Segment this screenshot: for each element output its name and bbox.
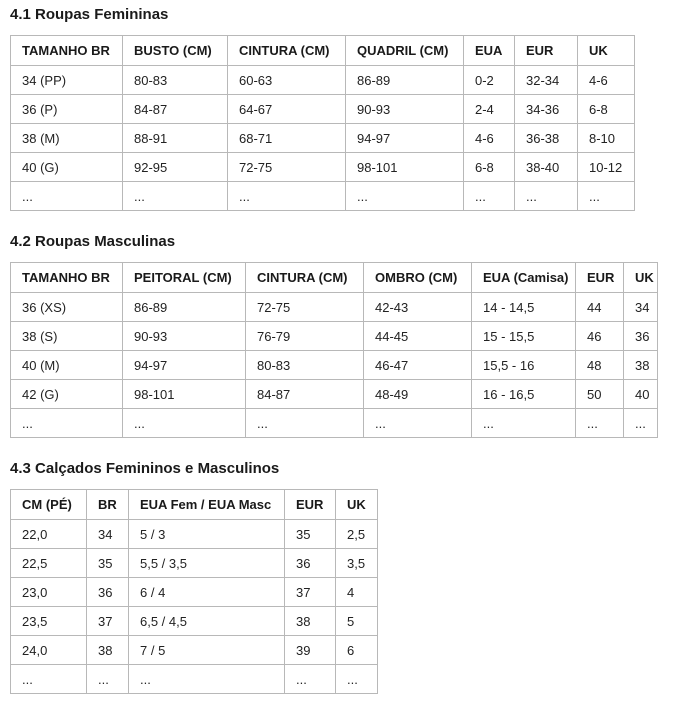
table-cell: 46-47	[364, 351, 472, 380]
table-cell: 34-36	[515, 95, 578, 124]
table-cell: ...	[285, 665, 336, 694]
column-header: EUR	[285, 490, 336, 520]
table-cell: 15 - 15,5	[472, 322, 576, 351]
table-cell: 80-83	[123, 66, 228, 95]
table-cell: ...	[123, 182, 228, 211]
table-cell: 34	[624, 293, 658, 322]
table-cell: 35	[285, 520, 336, 549]
table-cell: 88-91	[123, 124, 228, 153]
table-header-row	[11, 36, 635, 66]
column-header: EUA	[464, 36, 515, 66]
table-header-row	[11, 263, 658, 293]
table-cell: 72-75	[246, 293, 364, 322]
table-cell: 3,5	[336, 549, 378, 578]
table-cell: 98-101	[123, 380, 246, 409]
table-cell: 42-43	[364, 293, 472, 322]
table-cell: 23,5	[11, 607, 87, 636]
table-cell: 23,0	[11, 578, 87, 607]
size-table-roupas-femininas	[10, 35, 635, 211]
table-cell: 86-89	[346, 66, 464, 95]
table-row	[11, 153, 635, 182]
table-cell: 16 - 16,5	[472, 380, 576, 409]
table-row	[11, 665, 378, 694]
section-title-roupas-masculinas: 4.2 Roupas Masculinas	[10, 233, 176, 250]
table-cell: 36 (P)	[11, 95, 123, 124]
table-row	[11, 380, 658, 409]
table-cell: 36-38	[515, 124, 578, 153]
column-header: EUA Fem / EUA Masc	[129, 490, 285, 520]
table-cell: 38	[87, 636, 129, 665]
table-cell: ...	[129, 665, 285, 694]
table-cell: ...	[578, 182, 635, 211]
table-row	[11, 124, 635, 153]
table-cell: 4-6	[464, 124, 515, 153]
table-row	[11, 607, 378, 636]
table-cell: 37	[87, 607, 129, 636]
table-cell: 32-34	[515, 66, 578, 95]
section-title-calcados: 4.3 Calçados Femininos e Masculinos	[10, 460, 280, 477]
table-cell: 35	[87, 549, 129, 578]
table-cell: 6 / 4	[129, 578, 285, 607]
table-cell: 5	[336, 607, 378, 636]
column-header: TAMANHO BR	[11, 36, 123, 66]
table-cell: 36	[285, 549, 336, 578]
column-header: UK	[624, 263, 658, 293]
table-cell: 22,5	[11, 549, 87, 578]
column-header: OMBRO (CM)	[364, 263, 472, 293]
table-cell: 80-83	[246, 351, 364, 380]
table-cell: 5,5 / 3,5	[129, 549, 285, 578]
size-table-calcados	[10, 489, 378, 694]
table-cell: 48	[576, 351, 624, 380]
column-header: PEITORAL (CM)	[123, 263, 246, 293]
table-row	[11, 578, 378, 607]
table-cell: 14 - 14,5	[472, 293, 576, 322]
table-cell: 36 (XS)	[11, 293, 123, 322]
table-cell: ...	[87, 665, 129, 694]
column-header: CINTURA (CM)	[246, 263, 364, 293]
table-row	[11, 95, 635, 124]
table-cell: 90-93	[346, 95, 464, 124]
table-cell: 6-8	[464, 153, 515, 182]
table-cell: 38	[624, 351, 658, 380]
table-cell: 15,5 - 16	[472, 351, 576, 380]
table-cell: 5 / 3	[129, 520, 285, 549]
table-cell: ...	[624, 409, 658, 438]
table-row	[11, 520, 378, 549]
table-cell: 37	[285, 578, 336, 607]
table-cell: 36	[624, 322, 658, 351]
table-cell: 6-8	[578, 95, 635, 124]
table-cell: 34 (PP)	[11, 66, 123, 95]
table-row	[11, 322, 658, 351]
table-cell: 40 (G)	[11, 153, 123, 182]
table-cell: 39	[285, 636, 336, 665]
column-header: BUSTO (CM)	[123, 36, 228, 66]
size-table-roupas-masculinas	[10, 262, 658, 438]
table-cell: 72-75	[228, 153, 346, 182]
table-cell: 40 (M)	[11, 351, 123, 380]
table-cell: 22,0	[11, 520, 87, 549]
table-cell: 64-67	[228, 95, 346, 124]
column-header: CM (PÉ)	[11, 490, 87, 520]
column-header: BR	[87, 490, 129, 520]
table-cell: 0-2	[464, 66, 515, 95]
table-row	[11, 351, 658, 380]
table-cell: ...	[228, 182, 346, 211]
column-header: EUR	[576, 263, 624, 293]
column-header: EUA (Camisa)	[472, 263, 576, 293]
table-cell: 68-71	[228, 124, 346, 153]
table-cell: 36	[87, 578, 129, 607]
table-cell: 40	[624, 380, 658, 409]
table-cell: ...	[336, 665, 378, 694]
table-cell: 44	[576, 293, 624, 322]
table-row	[11, 636, 378, 665]
table-cell: 50	[576, 380, 624, 409]
table-cell: ...	[123, 409, 246, 438]
table-cell: 94-97	[123, 351, 246, 380]
table-cell: 46	[576, 322, 624, 351]
table-cell: ...	[11, 665, 87, 694]
table-cell: 2-4	[464, 95, 515, 124]
table-cell: 84-87	[246, 380, 364, 409]
table-row	[11, 549, 378, 578]
table-cell: 24,0	[11, 636, 87, 665]
table-cell: ...	[515, 182, 578, 211]
table-cell: ...	[246, 409, 364, 438]
section-title-roupas-femininas: 4.1 Roupas Femininas	[10, 6, 169, 23]
table-row	[11, 293, 658, 322]
column-header: UK	[336, 490, 378, 520]
table-cell: 76-79	[246, 322, 364, 351]
table-cell: 38 (S)	[11, 322, 123, 351]
table-cell: ...	[472, 409, 576, 438]
table-cell: 6	[336, 636, 378, 665]
column-header: UK	[578, 36, 635, 66]
table-cell: 4-6	[578, 66, 635, 95]
table-cell: 92-95	[123, 153, 228, 182]
table-cell: ...	[11, 409, 123, 438]
table-cell: 34	[87, 520, 129, 549]
table-cell: 48-49	[364, 380, 472, 409]
table-cell: 8-10	[578, 124, 635, 153]
table-row	[11, 409, 658, 438]
column-header: CINTURA (CM)	[228, 36, 346, 66]
table-cell: 6,5 / 4,5	[129, 607, 285, 636]
table-cell: 94-97	[346, 124, 464, 153]
table-row	[11, 182, 635, 211]
table-cell: 2,5	[336, 520, 378, 549]
table-cell: 86-89	[123, 293, 246, 322]
column-header: QUADRIL (CM)	[346, 36, 464, 66]
table-header-row	[11, 490, 378, 520]
table-cell: ...	[576, 409, 624, 438]
table-cell: 38-40	[515, 153, 578, 182]
table-cell: 90-93	[123, 322, 246, 351]
table-cell: ...	[464, 182, 515, 211]
table-cell: 38	[285, 607, 336, 636]
table-cell: 42 (G)	[11, 380, 123, 409]
table-cell: 4	[336, 578, 378, 607]
table-cell: 60-63	[228, 66, 346, 95]
table-cell: 38 (M)	[11, 124, 123, 153]
table-cell: ...	[11, 182, 123, 211]
column-header: EUR	[515, 36, 578, 66]
table-cell: 7 / 5	[129, 636, 285, 665]
table-cell: 98-101	[346, 153, 464, 182]
table-row	[11, 66, 635, 95]
table-cell: ...	[346, 182, 464, 211]
table-cell: 84-87	[123, 95, 228, 124]
table-cell: 10-12	[578, 153, 635, 182]
column-header: TAMANHO BR	[11, 263, 123, 293]
table-cell: 44-45	[364, 322, 472, 351]
table-cell: ...	[364, 409, 472, 438]
